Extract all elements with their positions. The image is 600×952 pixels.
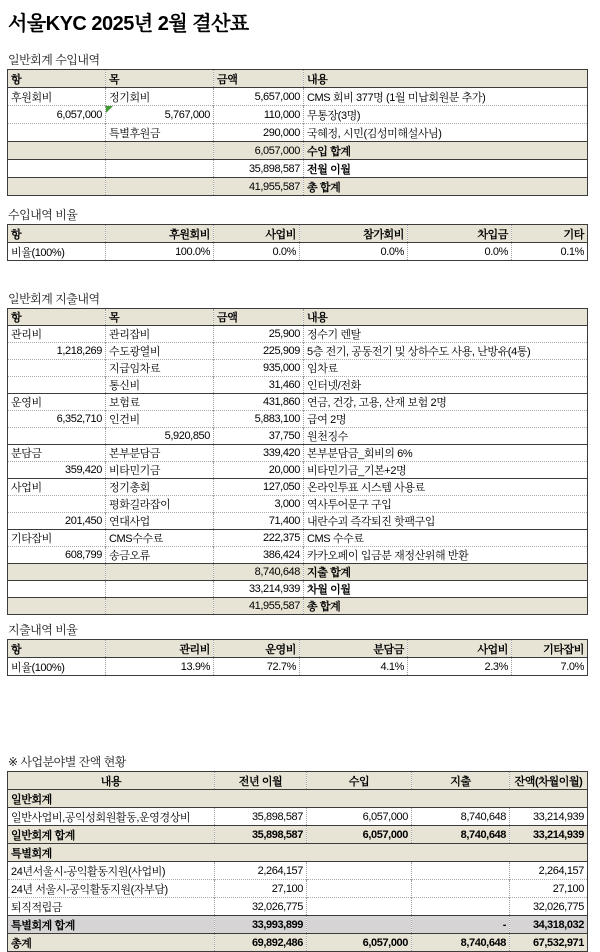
cell-mok	[106, 160, 214, 178]
table-row	[8, 377, 588, 394]
col-header: 후원회비	[106, 225, 214, 243]
cell-label: 총계	[8, 934, 215, 952]
cell-mok: 연대사업	[106, 513, 214, 530]
table-row	[8, 898, 588, 916]
col-header-desc: 내용	[8, 772, 215, 790]
table-row	[8, 445, 588, 462]
cell-label: 24년 서울시-공익활동지원(자부담)	[8, 880, 215, 898]
cell-ratio: 7.0%	[512, 658, 588, 676]
cell-prev: 2,264,157	[215, 862, 307, 880]
col-header: 운영비	[214, 640, 300, 658]
section-label-expense-ratio: 지출내역 비율	[8, 623, 78, 637]
cell-income: 6,057,000	[307, 808, 412, 826]
page-title: 서울KYC 2025년 2월 결산표	[8, 13, 249, 35]
subtotal-row	[8, 916, 588, 934]
cell-expense: -	[412, 916, 510, 934]
subtotal-row	[8, 826, 588, 844]
col-header-desc: 내용	[304, 70, 588, 88]
cell-row-label: 비율(100%)	[8, 243, 106, 261]
cell-mok	[106, 142, 214, 160]
expense-total-row	[8, 564, 588, 581]
cell-mok: 지급임차료	[106, 360, 214, 377]
cell-desc: 온라인투표 시스템 사용료	[304, 479, 588, 496]
col-header-mok: 목	[106, 70, 214, 88]
cell-amount: 290,000	[214, 124, 304, 142]
cell-hang: 6,057,000	[8, 106, 106, 124]
cell-hang: 201,450	[8, 513, 106, 530]
cell-hang	[8, 581, 106, 598]
col-header-hang: 항	[8, 225, 106, 243]
col-header-mok: 목	[106, 309, 214, 326]
cell-mok: 본부분담금	[106, 445, 214, 462]
cell-mok: CMS수수료	[106, 530, 214, 547]
cell-mok: 정기총회	[106, 479, 214, 496]
account-section-row	[8, 844, 588, 862]
section-label-balance: ※ 사업분야별 잔액 현황	[8, 755, 126, 769]
cell-amount: 225,909	[214, 343, 304, 360]
cell-balance: 33,214,939	[510, 826, 588, 844]
cell-amount: 41,955,587	[214, 178, 304, 196]
cell-income: 6,057,000	[307, 934, 412, 952]
cell-hang: 후원회비	[8, 88, 106, 106]
cell-mok: 보험료	[106, 394, 214, 411]
expense-table	[7, 308, 588, 615]
cell-expense	[412, 862, 510, 880]
cell-section-label: 일반회계	[8, 790, 588, 808]
cell-amount: 110,000	[214, 106, 304, 124]
cell-desc: 인터넷/전화	[304, 377, 588, 394]
cell-mok	[106, 598, 214, 615]
table-row	[8, 547, 588, 564]
col-header: 기타잡비	[512, 640, 588, 658]
cell-desc: CMS 회비 377명 (1월 미납회원분 추가)	[304, 88, 588, 106]
cell-mok	[106, 178, 214, 196]
grand-total-row	[8, 598, 588, 615]
cell-hang	[8, 598, 106, 615]
cell-hang: 관리비	[8, 326, 106, 343]
cell-expense	[412, 898, 510, 916]
cell-amount: 8,740,648	[214, 564, 304, 581]
carryover-row	[8, 160, 588, 178]
cell-amount: 33,214,939	[214, 581, 304, 598]
cell-mok: 5,920,850	[106, 428, 214, 445]
cell-hang	[8, 496, 106, 513]
cell-row-label: 비율(100%)	[8, 658, 106, 676]
cell-balance: 33,214,939	[510, 808, 588, 826]
col-header: 차입금	[408, 225, 512, 243]
cell-expense: 8,740,648	[412, 934, 510, 952]
col-header-amount: 금액	[214, 309, 304, 326]
cell-mok: 송금오류	[106, 547, 214, 564]
ratio-value-row	[8, 243, 588, 261]
cell-prev: 27,100	[215, 880, 307, 898]
cell-hang	[8, 178, 106, 196]
cell-amount: 127,050	[214, 479, 304, 496]
cell-prev: 69,892,486	[215, 934, 307, 952]
table-row	[8, 124, 588, 142]
cell-desc: 수입 합계	[304, 142, 588, 160]
grand-total-row	[8, 178, 588, 196]
col-header-hang: 항	[8, 640, 106, 658]
table-row	[8, 428, 588, 445]
col-header-income: 수입	[307, 772, 412, 790]
cell-desc: 정수기 렌탈	[304, 326, 588, 343]
cell-ratio: 13.9%	[106, 658, 214, 676]
col-header-balance: 잔액(차월이월)	[510, 772, 588, 790]
cell-prev: 33,993,899	[215, 916, 307, 934]
col-header: 기타	[512, 225, 588, 243]
cell-amount: 6,057,000	[214, 142, 304, 160]
cell-desc: 임차료	[304, 360, 588, 377]
col-header-expense: 지출	[412, 772, 510, 790]
table-row	[8, 343, 588, 360]
cell-mok-value: 5,767,000	[164, 108, 210, 121]
cell-ratio: 0.0%	[214, 243, 300, 261]
col-header: 참가회비	[300, 225, 408, 243]
cell-desc: 본부분담금_회비의 6%	[304, 445, 588, 462]
cell-hang: 608,799	[8, 547, 106, 564]
col-header-prev: 전년 이월	[215, 772, 307, 790]
cell-hang: 6,352,710	[8, 411, 106, 428]
cell-hang	[8, 124, 106, 142]
cell-amount: 37,750	[214, 428, 304, 445]
cell-hang: 사업비	[8, 479, 106, 496]
income-ratio-header-row	[8, 225, 588, 243]
table-row	[8, 530, 588, 547]
cell-ratio: 0.1%	[512, 243, 588, 261]
cell-label: 특별회계 합계	[8, 916, 215, 934]
cell-income	[307, 880, 412, 898]
cell-prev: 35,898,587	[215, 826, 307, 844]
table-row	[8, 106, 588, 124]
table-row	[8, 462, 588, 479]
cell-desc: 내란수괴 즉각퇴진 핫팩구입	[304, 513, 588, 530]
col-header-amount: 금액	[214, 70, 304, 88]
cell-hang	[8, 360, 106, 377]
cell-hang: 1,218,269	[8, 343, 106, 360]
cell-amount: 5,883,100	[214, 411, 304, 428]
income-total-row	[8, 142, 588, 160]
balance-header-row	[8, 772, 588, 790]
col-header: 사업비	[408, 640, 512, 658]
cell-mok: 인건비	[106, 411, 214, 428]
col-header-hang: 항	[8, 309, 106, 326]
cell-mok: 특별후원금	[106, 124, 214, 142]
cell-balance: 27,100	[510, 880, 588, 898]
cell-desc: 카카오페이 입금분 재정산위해 반환	[304, 547, 588, 564]
carryover-row	[8, 581, 588, 598]
cell-desc: CMS 수수료	[304, 530, 588, 547]
table-row	[8, 360, 588, 377]
cell-balance: 32,026,775	[510, 898, 588, 916]
table-row	[8, 862, 588, 880]
table-row	[8, 808, 588, 826]
table-row	[8, 496, 588, 513]
col-header: 사업비	[214, 225, 300, 243]
cell-ratio: 0.0%	[300, 243, 408, 261]
cell-desc: 역사투어문구 구입	[304, 496, 588, 513]
table-row	[8, 88, 588, 106]
cell-desc: 총 합계	[304, 598, 588, 615]
cell-ratio: 4.1%	[300, 658, 408, 676]
cell-desc: 국혜정, 시민(김성미해설사님)	[304, 124, 588, 142]
cell-amount: 71,400	[214, 513, 304, 530]
cell-mok	[106, 106, 214, 124]
cell-balance: 2,264,157	[510, 862, 588, 880]
grand-total-row	[8, 934, 588, 952]
cell-ratio: 0.0%	[408, 243, 512, 261]
income-ratio-table	[7, 224, 588, 261]
cell-amount: 41,955,587	[214, 598, 304, 615]
ratio-value-row	[8, 658, 588, 676]
cell-label: 퇴직적립금	[8, 898, 215, 916]
cell-hang: 분담금	[8, 445, 106, 462]
cell-ratio: 72.7%	[214, 658, 300, 676]
cell-hang	[8, 428, 106, 445]
col-header-desc: 내용	[304, 309, 588, 326]
cell-hang: 운영비	[8, 394, 106, 411]
cell-prev: 32,026,775	[215, 898, 307, 916]
cell-mok: 수도광열비	[106, 343, 214, 360]
cell-desc: 총 합계	[304, 178, 588, 196]
income-table	[7, 69, 588, 196]
cell-income	[307, 898, 412, 916]
cell-desc: 비타민기금_기본+2명	[304, 462, 588, 479]
cell-amount: 935,000	[214, 360, 304, 377]
cell-desc: 전월 이월	[304, 160, 588, 178]
cell-mok: 비타민기금	[106, 462, 214, 479]
section-label-expense: 일반회계 지출내역	[8, 292, 100, 306]
cell-desc: 지출 합계	[304, 564, 588, 581]
cell-hang: 359,420	[8, 462, 106, 479]
expense-ratio-table	[7, 639, 588, 676]
table-row	[8, 880, 588, 898]
cell-mok	[106, 564, 214, 581]
cell-mok: 통신비	[106, 377, 214, 394]
cell-amount: 31,460	[214, 377, 304, 394]
col-header-hang: 항	[8, 70, 106, 88]
cell-hang	[8, 377, 106, 394]
comment-flag-icon	[106, 106, 113, 113]
cell-income: 6,057,000	[307, 826, 412, 844]
cell-desc: 무통장(3명)	[304, 106, 588, 124]
cell-amount: 20,000	[214, 462, 304, 479]
cell-label: 일반회계 합계	[8, 826, 215, 844]
cell-income	[307, 862, 412, 880]
cell-expense: 8,740,648	[412, 808, 510, 826]
income-header-row	[8, 70, 588, 88]
balance-table	[7, 771, 588, 952]
account-section-row	[8, 790, 588, 808]
table-row	[8, 394, 588, 411]
cell-expense	[412, 880, 510, 898]
cell-prev: 35,898,587	[215, 808, 307, 826]
cell-section-label: 특별회계	[8, 844, 588, 862]
cell-label: 24년서울시-공익활동지원(사업비)	[8, 862, 215, 880]
cell-mok: 관리잡비	[106, 326, 214, 343]
cell-mok: 평화길라잡이	[106, 496, 214, 513]
cell-amount: 431,860	[214, 394, 304, 411]
cell-amount: 25,900	[214, 326, 304, 343]
cell-hang	[8, 564, 106, 581]
cell-mok: 정기회비	[106, 88, 214, 106]
cell-amount: 35,898,587	[214, 160, 304, 178]
expense-header-row	[8, 309, 588, 326]
cell-ratio: 2.3%	[408, 658, 512, 676]
cell-income	[307, 916, 412, 934]
cell-desc: 급여 2명	[304, 411, 588, 428]
cell-hang: 기타잡비	[8, 530, 106, 547]
cell-expense: 8,740,648	[412, 826, 510, 844]
table-row	[8, 411, 588, 428]
cell-amount: 222,375	[214, 530, 304, 547]
col-header: 분담금	[300, 640, 408, 658]
cell-amount: 3,000	[214, 496, 304, 513]
table-row	[8, 326, 588, 343]
cell-balance: 67,532,971	[510, 934, 588, 952]
cell-ratio: 100.0%	[106, 243, 214, 261]
table-row	[8, 479, 588, 496]
cell-amount: 339,420	[214, 445, 304, 462]
cell-amount: 5,657,000	[214, 88, 304, 106]
cell-desc: 연금, 건강, 고용, 산재 보험 2명	[304, 394, 588, 411]
cell-desc: 원천징수	[304, 428, 588, 445]
cell-hang	[8, 160, 106, 178]
expense-ratio-header-row	[8, 640, 588, 658]
cell-desc: 5층 전기, 공동전기 및 상하수도 사용, 난방유(4통)	[304, 343, 588, 360]
section-label-income: 일반회계 수입내역	[8, 53, 100, 67]
table-row	[8, 513, 588, 530]
cell-desc: 차월 이월	[304, 581, 588, 598]
cell-mok	[106, 581, 214, 598]
col-header: 관리비	[106, 640, 214, 658]
section-label-income-ratio: 수입내역 비율	[8, 208, 78, 222]
cell-balance: 34,318,032	[510, 916, 588, 934]
cell-label: 일반사업비,공익성회원활동,운영경상비	[8, 808, 215, 826]
cell-hang	[8, 142, 106, 160]
cell-amount: 386,424	[214, 547, 304, 564]
